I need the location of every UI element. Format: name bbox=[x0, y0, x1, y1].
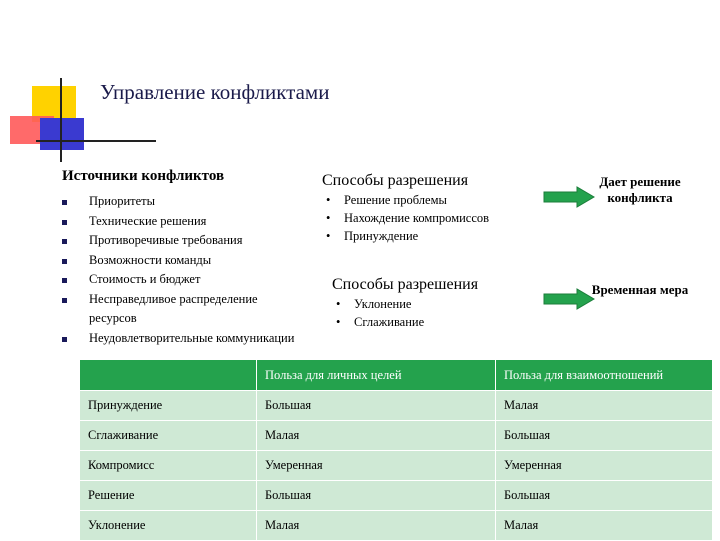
list-item: Неудовлетворительные коммуникации bbox=[62, 329, 302, 349]
page-title: Управление конфликтами bbox=[100, 80, 330, 104]
temporary-result: Временная мера bbox=[591, 282, 689, 297]
list-item: Противоречивые требования bbox=[62, 231, 302, 251]
list-item: • Нахождение компромиссов bbox=[322, 209, 489, 227]
table-row bbox=[80, 451, 713, 481]
logo-horizontal-line bbox=[36, 140, 156, 142]
solution-result: Дает решение конфликта bbox=[599, 174, 681, 205]
table-cell: Малая bbox=[496, 391, 713, 421]
table-row bbox=[80, 421, 713, 451]
list-item: Технические решения bbox=[62, 212, 302, 232]
logo-blue-square bbox=[40, 118, 84, 150]
list-item: Приоритеты bbox=[62, 192, 302, 212]
table-row bbox=[80, 511, 713, 541]
list-item: • Сглаживание bbox=[332, 313, 424, 331]
table-row bbox=[80, 391, 713, 421]
table-cell: Большая bbox=[496, 481, 713, 511]
list-item: • Уклонение bbox=[332, 295, 424, 313]
table-cell: Умеренная bbox=[496, 451, 713, 481]
table-header-row bbox=[80, 360, 713, 391]
methods-temporary-list bbox=[332, 295, 424, 331]
table-cell: Уклонение bbox=[80, 511, 257, 541]
list-item: Возможности команды bbox=[62, 251, 302, 271]
methods-solution-list bbox=[322, 191, 489, 245]
logo-vertical-line bbox=[60, 78, 62, 162]
table-cell: Сглаживание bbox=[80, 421, 257, 451]
table-cell: Компромисс bbox=[80, 451, 257, 481]
table-cell: Принуждение bbox=[80, 391, 257, 421]
table-cell: Большая bbox=[496, 421, 713, 451]
list-item: • Принуждение bbox=[322, 227, 489, 245]
table-cell: Решение bbox=[80, 481, 257, 511]
table-cell: Большая bbox=[257, 481, 496, 511]
list-item: • Решение проблемы bbox=[322, 191, 489, 209]
column-header: Польза для взаимоотношений bbox=[496, 360, 713, 391]
methods-solution-heading: Способы разрешения bbox=[322, 172, 469, 189]
list-item: Несправедливое распределение ресурсов bbox=[62, 290, 302, 329]
comparison-table bbox=[80, 360, 713, 541]
table-cell: Малая bbox=[496, 511, 713, 541]
table-row bbox=[80, 481, 713, 511]
table-cell: Малая bbox=[257, 421, 496, 451]
table-cell: Большая bbox=[257, 391, 496, 421]
methods-temporary-heading: Способы разрешения bbox=[332, 276, 479, 293]
sources-heading: Источники конфликтов bbox=[62, 168, 225, 184]
list-item: Стоимость и бюджет bbox=[62, 270, 302, 290]
table-cell: Умеренная bbox=[257, 451, 496, 481]
sources-list bbox=[62, 192, 302, 348]
column-header bbox=[80, 360, 257, 391]
table-cell: Малая bbox=[257, 511, 496, 541]
column-header: Польза для личных целей bbox=[257, 360, 496, 391]
